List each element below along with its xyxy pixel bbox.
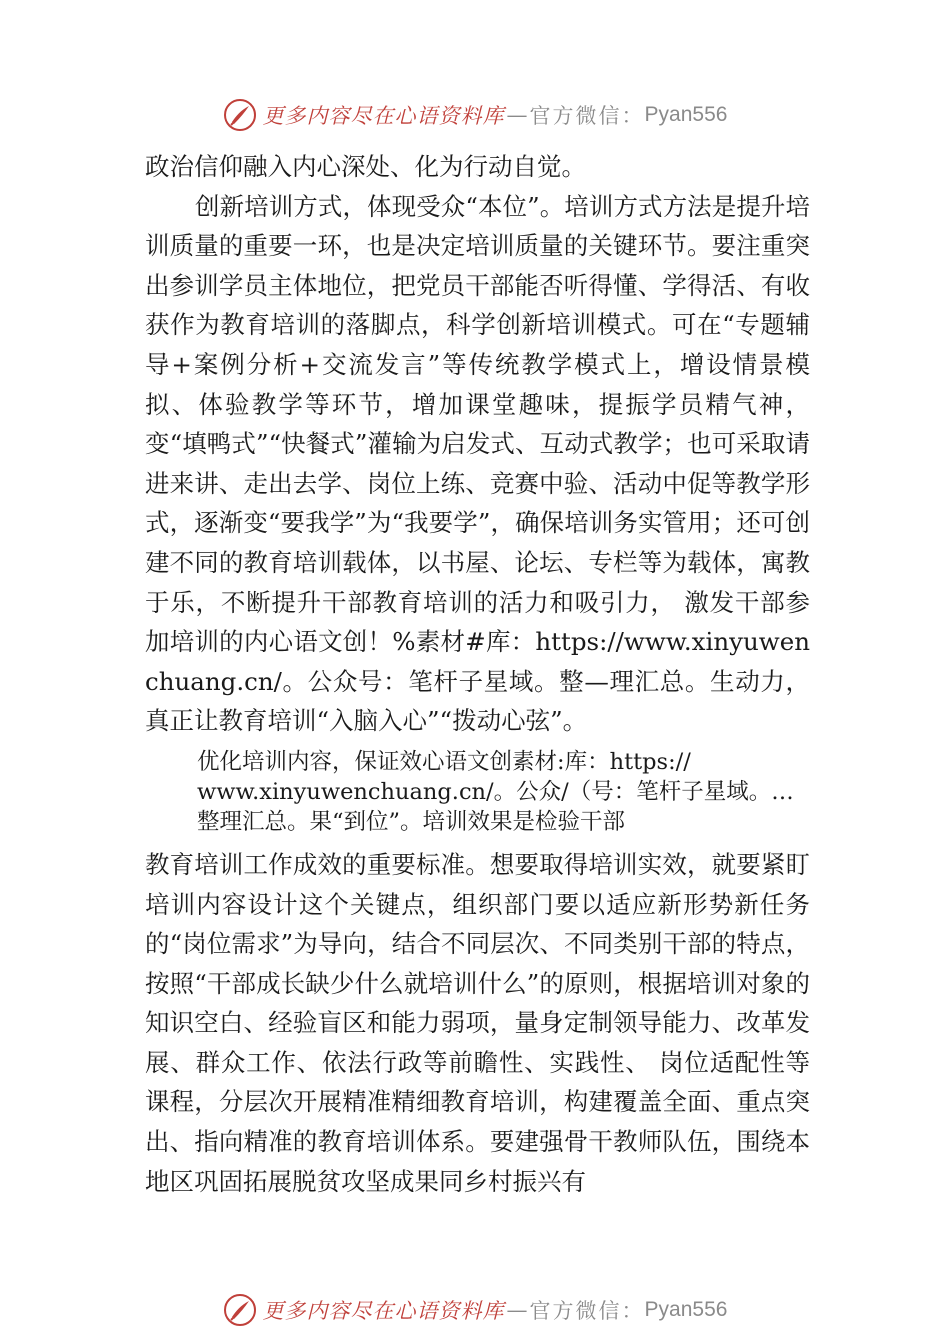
banner-dash: — [506, 103, 528, 127]
banner-brand-text: 更多内容尽在心语资料库 [262, 104, 505, 128]
footer-wechat-id: Pyan556 [644, 1298, 728, 1321]
document-body [145, 147, 810, 1201]
quote-line-1: 优化培训内容，保证效心语文创素材:库：https:// [197, 748, 691, 775]
brush-logo-icon [223, 98, 257, 132]
brush-logo-icon [223, 1293, 257, 1327]
paragraph-1: 政治信仰融入内心深处、化为行动自觉。 [145, 152, 586, 181]
footer-dash: — [506, 1298, 528, 1322]
footer-brand-text: 更多内容尽在心语资料库 [262, 1299, 505, 1323]
quote-line-2: www.xinyuwenchuang.cn/。公众/（号：笔杆子星域。… [197, 778, 794, 805]
footer-wechat-label: 官方微信： [529, 1299, 645, 1323]
paragraph-2: 创新培训方式，体现受众“本位”。培训方式方法是提升培训质量的重要一环，也是决定培训质量的关键环节。要注重突出参训学员主体地位，把党员干部能否听得懂、学得活、有收获作为教育培训的落脚点，科学创新培训模式。可在“专题辅导+案例分析+交流发言”等传统教学模式上，增设情景模拟、体验教学等环节，增加课堂趣味，提振学员精气神， 变“填鸭式”“快餐式”灌输为启发式、互动式教学；也可采取请进来讲、走出去学、岗位上练、竞赛中验、活动中促等教学形式，逐渐变“要我学”为“我要学”，确保培训务实管用；还可创建不同的教育培训载体，以书屋、论坛、专栏等为载体，寓教于乐，不断提升干部教育培训的活力和吸引力， 激发干部参加培训的内心语文创！%素材#库：https://www.xinyuwenchuang.cn/。公众号：笔杆子星域。整—理汇总。生动力，真正让教育培训“入脑入心”“拨动心弦”。 [145, 191, 810, 736]
banner-wechat-id: Pyan556 [644, 103, 728, 126]
header-banner [0, 92, 950, 138]
quote-line-3: 整理汇总。果“到位”。培训效果是检验干部 [197, 808, 626, 835]
paragraph-3: 教育培训工作成效的重要标准。想要取得培训实效，就要紧盯培训内容设计这个关键点，组织部门要以适应新形势新任务的“岗位需求”为导向，结合不同层次、不同类别干部的特点，按照“干部成长缺少什么就培训什么”的原则，根据培训对象的知识空白、经验盲区和能力弱项，量身定制领导能力、改革发展、群众工作、依法行政等前瞻性、实践性、 岗位适配性等课程，分层次开展精准精细教育培训，构建覆盖全面、重点突出、指向精准的教育培训体系。要建强骨干教师队伍，围绕本地区巩固拓展脱贫攻坚成果同乡村振兴有 [145, 849, 810, 1196]
banner-wechat-label: 官方微信： [529, 104, 645, 128]
footer-banner [0, 1287, 950, 1333]
inserted-quote-block [197, 747, 837, 837]
